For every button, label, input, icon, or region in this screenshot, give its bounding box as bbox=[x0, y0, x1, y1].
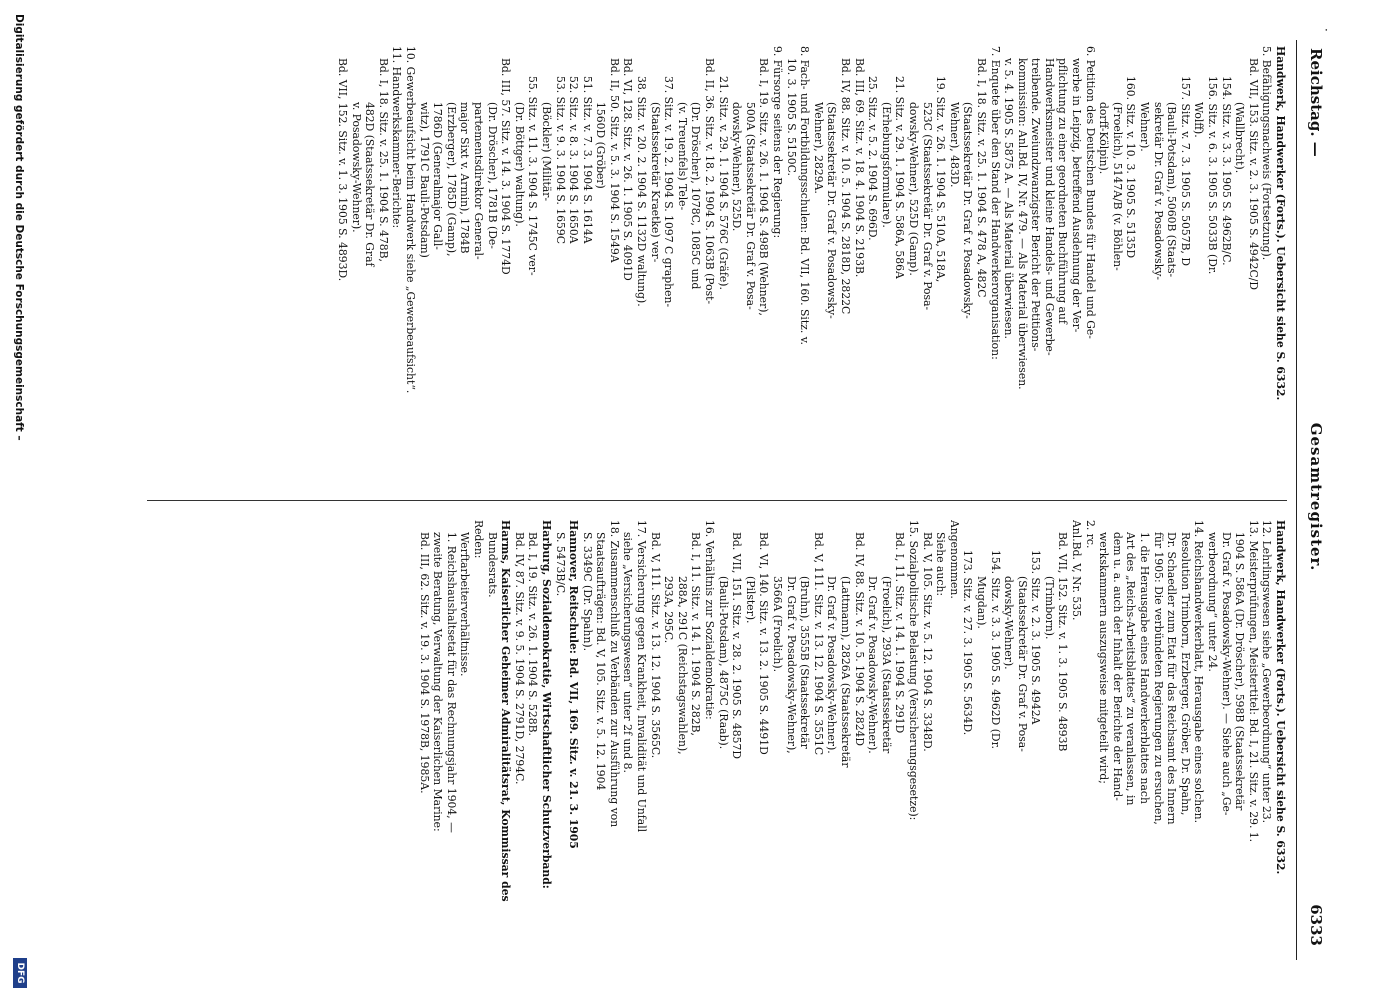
index-line: dowsky-Wehner). bbox=[1002, 576, 1016, 670]
index-line: witz), 1791C Bauli-Potsdam) bbox=[417, 102, 431, 258]
index-line: Bd. II, 50. Sitz. v. 5. 3. 1904 S. 1549A bbox=[607, 58, 621, 263]
index-line: (Staatssekretär Dr. Graf v. Posadowsky- bbox=[825, 102, 839, 319]
index-line: 55. Sitz. v. 11. 3. 1904 S. 1745C ver- bbox=[526, 76, 540, 276]
index-line: (Bauli-Potsdam), 5060B (Staats- bbox=[1165, 102, 1179, 278]
index-line: 6. Petition des Deutschen Bundes für Handel und Ge- bbox=[1083, 46, 1097, 339]
index-line: Bd. III, 62. Sitz. v. 19. 3. 1904 S. 1978B, 1985A. bbox=[417, 532, 431, 794]
index-line: 16. Verhältnis zur Sozialdemokratie: bbox=[703, 520, 717, 720]
index-line: 9. Fürsorge seitens der Regierung: bbox=[771, 46, 785, 239]
index-line: (Bauli-Potsdam), 4875C (Raab). bbox=[716, 576, 730, 750]
margin-dot: · bbox=[1319, 28, 1333, 32]
index-line: Harburg, Sozialdemokratie, Wirtschaftlicher Schutzverband: bbox=[539, 520, 553, 889]
page-header bbox=[1303, 48, 1325, 946]
index-line: zweite Beratung, Verwaltung der Kaiserlichen Marine: bbox=[431, 532, 445, 832]
index-line: 523C (Staatssekretär Dr. Graf v. Posa- bbox=[920, 102, 934, 311]
index-line: Bd. I, 18. Sitz. v. 25. 1. 1904 S. 478 A, 482C bbox=[974, 58, 988, 298]
index-line: 7. Enquete über den Stand der Handwerkerorganisation: bbox=[988, 46, 1002, 360]
index-line: Dr. Graf v. Posadowsky-Wehner). — Siehe auch „Ge- bbox=[1219, 532, 1233, 816]
index-line: Angenommen. bbox=[947, 520, 961, 599]
index-line: Bd. IV, 88. Sitz. v. 10. 5. 1904 S. 2824D bbox=[852, 532, 866, 747]
index-line: (Dr. Dröscher), 1781B (De- bbox=[485, 102, 499, 249]
index-line: siehe „Versicherungswesen“ unter 2f und 8. bbox=[621, 532, 635, 773]
index-line: Bundesrats. bbox=[485, 532, 499, 598]
index-line: Bd. I, 11. Sitz. v. 14. 1. 1904 S. 282B, bbox=[689, 532, 703, 736]
header-rule bbox=[1296, 40, 1297, 960]
index-line: 15. Sozialpolitische Belastung (Versicherungsgesetze): bbox=[906, 520, 920, 821]
index-line: dowsky-Wehner), 525D. bbox=[730, 102, 744, 232]
index-line: (Dr. Dröscher), 1078C, 1085C und bbox=[689, 102, 703, 290]
index-line: Bd. III, 69. Sitz. v. 18. 4. 1904 S. 2193B. bbox=[852, 58, 866, 278]
index-line: (Froelich), 293A (Staatssekretär bbox=[879, 576, 893, 754]
index-line: (Wallbrecht). bbox=[1233, 102, 1247, 174]
index-line: 13. Meisterprüfungen, Meistertitel: Bd. I, 21. Sitz. v. 29. 1. bbox=[1246, 520, 1260, 843]
index-line: Harms, Kaiserlicher Geheimer Admiralitätsrat, Kommissar des bbox=[499, 520, 513, 902]
index-line: (Erzberger), 1785D (Gamp), bbox=[444, 102, 458, 257]
index-line: Dr. Graf v. Posadowsky-Wehner). bbox=[825, 576, 839, 754]
index-line: (v. Treuenfels) Tele- bbox=[675, 102, 689, 211]
footer-text: Digitalisierung gefördert durch die Deutsche Forschungsgemeinschaft – bbox=[13, 14, 25, 441]
index-line: Bd. I, 11. Sitz. v. 14. 1. 1904 S. 291D bbox=[893, 532, 907, 734]
index-line: Bd. VII, 153. Sitz. v. 2. 3. 1905 S. 4942C/D bbox=[1246, 58, 1260, 291]
index-line: Handwerk, Handwerker (Forts.). Uebersicht siehe S. 6332. bbox=[1274, 520, 1287, 875]
index-line: Wehner), 483D. bbox=[947, 102, 961, 188]
index-line: Bd. VII, 151. Sitz. v. 28. 2. 1905 S. 4857D bbox=[730, 532, 744, 760]
index-line: 1904 S. 586A (Dr. Dröscher), 598B (Staatssekretär bbox=[1233, 532, 1247, 811]
index-line: Bd. VI, 128. Sitz. v. 26. 1. 1905 S. 4091D bbox=[621, 58, 635, 281]
index-line: Bd. V, 111. Sitz. v. 13. 12. 1904 S. 3565C. bbox=[648, 532, 662, 759]
index-line: Bd. IV, 88. Sitz. v. 10. 5. 1904 S. 2818D, 2822C bbox=[839, 58, 852, 315]
index-line: Wehner). bbox=[1138, 102, 1152, 152]
index-line: (Bruhn), 3555B (Staatssekretär bbox=[798, 576, 812, 749]
dfg-logo: DFG bbox=[13, 958, 27, 988]
index-line: 21. Sitz. v. 29. 1. 1904 S. 586A, 586A bbox=[893, 76, 907, 279]
column-divider bbox=[147, 500, 1287, 501]
index-line: 482D (Staatssekretär Dr. Graf bbox=[363, 102, 377, 267]
index-line: Reden: bbox=[471, 520, 485, 559]
index-line: treibende. Zweiundzwanzigster Bericht der Petitions- bbox=[1029, 58, 1043, 352]
index-line: 11. Handwerkskammer-Berichte: bbox=[390, 46, 404, 229]
index-line: 160. Sitz. v. 10. 3. 1905 S. 5135D bbox=[1124, 76, 1138, 259]
index-line: Bd. VII, 152. Sitz. v. 1. 3. 1905 S. 4893D. bbox=[336, 58, 350, 282]
index-line: 38. Sitz. v. 20. 2. 1904 S. 1132D waltung). bbox=[635, 76, 649, 307]
index-line: 157. Sitz. v. 7. 3. 1905 S. 5057B, D bbox=[1178, 76, 1192, 267]
index-line: Art des „Reichs-Arbeitsblattes“ zu veranlassen, in bbox=[1124, 532, 1138, 806]
index-line: 51. Sitz. v. 7. 3. 1904 S. 1614A bbox=[580, 76, 594, 244]
index-line: (Staatssekretär Dr. Graf v. Posadowsky- bbox=[961, 102, 975, 319]
index-line: für 1905: Die verbündeten Regierungen zu ersuchen, bbox=[1151, 532, 1165, 825]
index-line: 500A (Staatssekretär Dr. Graf v. Posa- bbox=[743, 102, 757, 310]
index-line: Bd. V, 105. Sitz. v. 5. 12. 1904 S. 3348D. bbox=[920, 532, 934, 752]
index-line: 5. Befähigungsnachweis (Fortsetzung). bbox=[1260, 46, 1274, 261]
index-line: 21. Sitz. v. 29. 1. 1904 S. 576C (Gräfe). bbox=[716, 76, 730, 290]
footer bbox=[7, 0, 27, 1000]
index-line: 156. Sitz. v. 6. 3. 1905 S. 5033B (Dr. bbox=[1206, 76, 1220, 275]
header-title: Gesamtregister. bbox=[1307, 422, 1325, 572]
index-line: Hannover, Reitschule: Bd. VII, 169. Sitz. v. 21. 3. 1905 bbox=[567, 520, 581, 849]
index-line: (Froelich), 5147A/B (v. Böhlen- bbox=[1110, 102, 1124, 271]
index-line: Bd. I, 19. Sitz. v. 26. 1. 1904 S. 528B. bbox=[526, 532, 540, 736]
index-line: 18. Zusammenschluß zu Verbänden zur Ausführung von bbox=[607, 520, 621, 828]
index-line: 10. 3. 1905 S. 5150C. bbox=[784, 58, 798, 176]
index-line: (Böckler) (Militär- bbox=[539, 102, 553, 202]
index-line: Bd. I, 19. Sitz. v. 26. 1. 1904 S. 498B (Wehner), bbox=[757, 58, 771, 316]
right-column bbox=[417, 520, 1287, 952]
index-line: Bd. I, 18. Sitz. v. 25. 1. 1904 S. 478B, bbox=[376, 58, 390, 262]
index-line: v. Posadowsky-Wehner). bbox=[349, 102, 363, 233]
index-line: Wolff). bbox=[1192, 102, 1206, 138]
page-number: 6333 bbox=[1307, 904, 1325, 946]
index-line: kommission: Anl.Bd. IV, Nr. 479. — Als Material überwiesen. bbox=[1015, 58, 1029, 390]
index-line: 12. Lehrlingswesen siehe „Gewerbeordnung“ unter 23. bbox=[1260, 520, 1274, 824]
index-line: 53. Sitz. v. 9. 3. 1904 S. 1659C bbox=[553, 76, 567, 245]
index-line: Dr. Schaedler zum Etat für das Reichsamt des Innern bbox=[1165, 532, 1179, 825]
index-line: Dr. Graf v. Posadowsky-Wehner), bbox=[784, 576, 798, 754]
index-line: 154. Sitz. v. 3. 3. 1905 S. 4962D (Dr. bbox=[988, 550, 1002, 749]
index-line: (Lattmann), 2826A (Staatssekretär bbox=[839, 576, 852, 768]
index-line: Anl.Bd. V, Nr. 535. bbox=[1070, 520, 1084, 621]
index-line: dowsky-Wehner), 525D (Gamp). bbox=[906, 102, 920, 276]
index-line: Bd. II, 36. Sitz. v. 18. 2. 1904 S. 1063B (Post- bbox=[703, 58, 717, 305]
index-line: Resolution Trimborn, Erzberger, Gröber, Dr. Spahn, bbox=[1178, 532, 1192, 816]
index-line: (Pilster). bbox=[743, 576, 757, 624]
index-line: 3566A (Froelich). bbox=[771, 576, 785, 673]
index-line: 14. Reichshandwerkerblatt, Herausgabe eines solchen. bbox=[1192, 520, 1206, 824]
index-line: (Dr. Böttger) waltung). bbox=[512, 102, 526, 227]
index-line: S. 3349C (Dr. Spahn). bbox=[580, 532, 594, 652]
index-line: Bd. III, 57. Sitz. v. 14. 3. 1904 S. 1774D bbox=[499, 58, 513, 275]
index-line: Wehner), 2829A. bbox=[811, 102, 825, 194]
index-line: (Trimborn). bbox=[1042, 576, 1056, 640]
index-line: Staatsaufträgen: Bd. V, 105. Sitz. v. 5. 12. 1904 bbox=[594, 532, 608, 791]
index-line: Bd. IV, 87. Sitz. v. 9. 5. 1904 S. 2791D, 2794C. bbox=[512, 532, 526, 785]
index-line: 1. die Herausgabe eines Handwerkerblattes nach bbox=[1138, 532, 1152, 804]
index-line: 37. Sitz. v. 19. 2. 1904 S. 1097 C graphen- bbox=[662, 76, 676, 308]
index-line: 2. rc. bbox=[1083, 520, 1097, 549]
index-line: 288A, 291C (Reichstagswahlen), bbox=[675, 576, 689, 755]
index-line: 1786D (Generalmajor Gall- bbox=[431, 102, 445, 250]
header-left: Reichstag. — bbox=[1307, 48, 1325, 157]
left-column bbox=[335, 46, 1287, 478]
index-line: 1560D (Gröber) bbox=[594, 102, 608, 189]
index-line: Siehe auch: bbox=[934, 532, 948, 597]
index-line: Mugdan). bbox=[974, 576, 988, 629]
index-line: werkskammern auszugsweise mitgeteilt wird; bbox=[1097, 532, 1111, 784]
index-line: werbe in Leipzig, betreffend Ausdehnung der Ver- bbox=[1070, 58, 1084, 333]
index-line: (Staatssekretär Kraetke) ver- bbox=[648, 102, 662, 263]
index-line: Bd. VI, 140. Sitz. v. 13. 2. 1905 S. 4491D bbox=[757, 532, 771, 755]
index-line: S. 5473B/C. bbox=[553, 532, 567, 597]
index-line: 10. Gewerbeaufsicht beim Handwerk siehe „Gewerbeaufsicht“. bbox=[404, 46, 417, 394]
index-line: v. 5. 4. 1905 S. 5875 A. — Als Material überwiesen. bbox=[1002, 58, 1016, 339]
index-line: (Staatssekretär Dr. Graf v. Posa- bbox=[1015, 576, 1029, 752]
index-line: 19. Sitz. v. 26. 1. 1904 S. 510A, 518A, bbox=[934, 76, 948, 283]
index-line: sekretär Dr. Graf v. Posadowsky- bbox=[1151, 102, 1165, 281]
index-line: major Sixt v. Armin), 1784B bbox=[458, 102, 472, 254]
index-line: Dr. Graf v. Posadowsky-Wehner). bbox=[866, 576, 880, 754]
index-line: Bd. V, 111. Sitz. v. 13. 12. 1904 S. 3551C bbox=[811, 532, 825, 756]
index-line: (Erhebungsformulare). bbox=[879, 102, 893, 228]
index-line: Handwerksmeister und kleine Handels- und Gewerbe- bbox=[1042, 58, 1056, 356]
index-line: 25. Sitz. v. 5. 2. 1904 S. 696D. bbox=[866, 76, 880, 241]
index-line: 1. Reichshaushaltsetat für das Rechnungsjahr 1904, — bbox=[444, 532, 458, 833]
index-line: 154. Sitz. v. 3. 3. 1905 S. 4962B/C. bbox=[1219, 76, 1233, 266]
index-line: dorff-Kölpin). bbox=[1097, 102, 1111, 175]
index-line: 293A, 295C. bbox=[662, 576, 676, 644]
index-line: 173. Sitz. v. 27. 3. 1905 S. 5634D. bbox=[961, 550, 975, 736]
index-line: Bd. VII, 152. Sitz. v. 1. 3. 1905 S. 4893B bbox=[1056, 532, 1070, 752]
index-line: 17. Versicherung gegen Krankheit, Invalidität und Unfall bbox=[635, 520, 649, 833]
index-line: 52. Sitz. v. 8. 3. 1904 S. 1650A bbox=[567, 76, 581, 244]
index-line: 153. Sitz. v. 2. 3. 1905 S. 4942A bbox=[1029, 550, 1043, 725]
index-line: 8. Fach- und Fortbildungsschulen: Bd. VII, 160. Sitz. v. bbox=[798, 46, 812, 345]
index-line: pflichtung zu einer geordneten Buchführung auf bbox=[1056, 58, 1070, 324]
index-line: partementsdirektor General- bbox=[471, 102, 485, 260]
index-line: Werftarbeiterverhältnisse. bbox=[458, 532, 472, 677]
index-line: werbeordnung“ unter 24. bbox=[1206, 532, 1220, 672]
index-line: dem u. a. auch der Inhalt der Berichte der Hand- bbox=[1110, 532, 1124, 801]
index-line: Handwerk, Handwerker (Forts.). Uebersicht siehe S. 6332. bbox=[1274, 46, 1287, 401]
